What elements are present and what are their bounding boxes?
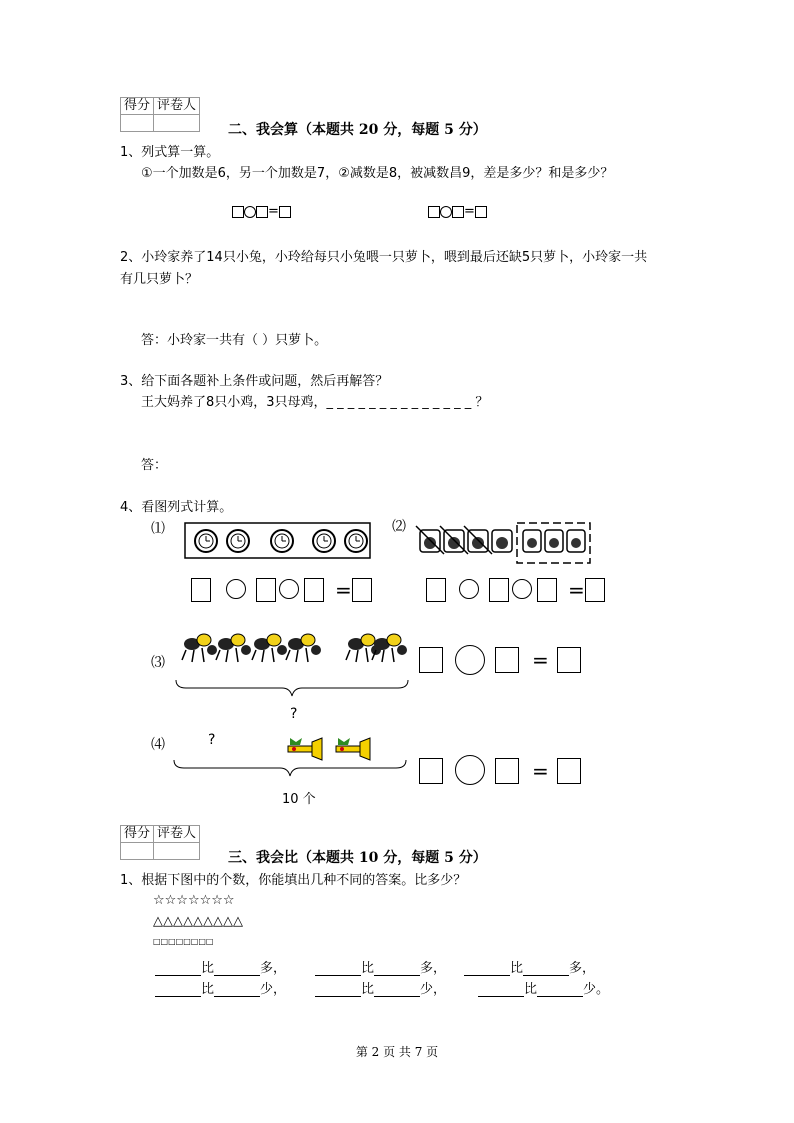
grader-label: 评卷人 bbox=[154, 98, 200, 115]
equals-sign: = bbox=[568, 578, 585, 602]
shao-text: 少， bbox=[260, 982, 287, 997]
compare-row-more bbox=[155, 957, 286, 976]
answer-box[interactable] bbox=[495, 758, 519, 784]
cup-icon bbox=[523, 530, 541, 552]
answer-box[interactable] bbox=[585, 578, 605, 602]
clocks-picture bbox=[184, 522, 372, 560]
ant-icon bbox=[252, 634, 287, 662]
fill-blank[interactable] bbox=[155, 982, 201, 997]
q2-line2: 有几只萝卜？ bbox=[120, 272, 199, 287]
fill-blank[interactable] bbox=[315, 961, 361, 976]
ant-icon bbox=[216, 634, 251, 662]
q4-title: 4、看图列式计算。 bbox=[120, 500, 233, 515]
answer-box[interactable] bbox=[428, 206, 440, 218]
answer-box[interactable] bbox=[419, 647, 443, 673]
answer-box[interactable] bbox=[352, 578, 372, 602]
clock-icon bbox=[313, 530, 335, 552]
equals-sign: = bbox=[532, 759, 549, 783]
operator-circle[interactable] bbox=[512, 579, 532, 599]
q4-label-3: ⑶ bbox=[151, 655, 165, 671]
score-cell bbox=[121, 843, 154, 860]
q2-answer: 答：小玲家一共有（ ）只萝卜。 bbox=[141, 333, 328, 348]
section3-title: 三、我会比（本题共 10 分，每题 5 分） bbox=[228, 850, 487, 866]
q4-label-4: ⑷ bbox=[151, 737, 165, 753]
compare-row-more bbox=[315, 957, 446, 976]
answer-box[interactable] bbox=[304, 578, 324, 602]
squares-row: □□□□□□□□ bbox=[153, 937, 214, 946]
clock-icon bbox=[345, 530, 367, 552]
compare-row-less bbox=[315, 978, 446, 997]
fill-blank[interactable] bbox=[315, 982, 361, 997]
triangles-row: △△△△△△△△△ bbox=[153, 914, 243, 929]
answer-box[interactable] bbox=[256, 578, 276, 602]
duo-text: 多， bbox=[420, 961, 447, 976]
answer-box[interactable] bbox=[232, 206, 244, 218]
ant-icon bbox=[372, 634, 407, 662]
fill-blank[interactable] bbox=[214, 982, 260, 997]
q4-label-1: ⑴ bbox=[151, 521, 165, 537]
cup-icon bbox=[492, 530, 512, 552]
trumpet-icon bbox=[288, 738, 322, 760]
grader-cell bbox=[154, 843, 200, 860]
operator-circle[interactable] bbox=[440, 206, 452, 218]
q4-total-label: 10 个 bbox=[282, 792, 316, 807]
score-label: 得分 bbox=[121, 826, 154, 843]
cup-icon bbox=[440, 526, 468, 554]
fill-blank[interactable] bbox=[478, 982, 524, 997]
page-number: 第 2 页 共 7 页 bbox=[355, 1045, 439, 1059]
q4-question-mark-3: ? bbox=[290, 706, 298, 722]
bi-text: 比 bbox=[201, 961, 215, 976]
answer-box[interactable] bbox=[495, 647, 519, 673]
operator-circle[interactable] bbox=[455, 645, 485, 675]
cups-picture bbox=[414, 518, 594, 566]
shao-text: 少， bbox=[420, 982, 447, 997]
answer-box[interactable] bbox=[489, 578, 509, 602]
duo-text: 多， bbox=[569, 961, 596, 976]
clock-icon bbox=[227, 530, 249, 552]
section2-title: 二、我会算（本题共 20 分，每题 5 分） bbox=[228, 122, 487, 138]
equals-sign: = bbox=[532, 648, 549, 672]
answer-box[interactable] bbox=[426, 578, 446, 602]
fill-blank[interactable] bbox=[155, 961, 201, 976]
q4-label-2: ⑵ bbox=[392, 519, 406, 535]
bi-text: 比 bbox=[361, 961, 375, 976]
equals-sign: = bbox=[268, 204, 279, 219]
stars-row: ☆☆☆☆☆☆☆ bbox=[153, 893, 235, 908]
cup-icon bbox=[545, 530, 563, 552]
s3-q1-title: 1、根据下图中的个数，你能填出几种不同的答案。比多少？ bbox=[120, 873, 467, 888]
answer-box[interactable] bbox=[279, 206, 291, 218]
trumpet-icon bbox=[336, 738, 370, 760]
equals-sign: = bbox=[335, 578, 352, 602]
fill-blank[interactable] bbox=[374, 961, 420, 976]
brace-4 bbox=[172, 758, 408, 778]
compare-row-less bbox=[155, 978, 286, 997]
answer-box[interactable] bbox=[557, 758, 581, 784]
answer-box[interactable] bbox=[452, 206, 464, 218]
q3-text: 王大妈养了8只小鸡，3只母鸡，_ _ _ _ _ _ _ _ _ _ _ _ _ _ ？ bbox=[141, 395, 489, 410]
answer-box[interactable] bbox=[419, 758, 443, 784]
answer-box[interactable] bbox=[191, 578, 211, 602]
operator-circle[interactable] bbox=[279, 579, 299, 599]
bi-text: 比 bbox=[201, 982, 215, 997]
answer-box[interactable] bbox=[475, 206, 487, 218]
q1-equation-1 bbox=[232, 204, 291, 219]
operator-circle[interactable] bbox=[455, 755, 485, 785]
q1-title: 1、列式算一算。 bbox=[120, 145, 220, 160]
score-label: 得分 bbox=[121, 98, 154, 115]
brace-3 bbox=[174, 678, 410, 698]
q1-text: ①一个加数是6，另一个加数是7，②减数是8，被减数昌9，差是多少？和是多少？ bbox=[141, 166, 614, 181]
compare-row-more bbox=[464, 957, 595, 976]
shao-text: 少。 bbox=[583, 982, 610, 997]
grader-cell bbox=[154, 115, 200, 132]
fill-blank[interactable] bbox=[523, 961, 569, 976]
operator-circle[interactable] bbox=[244, 206, 256, 218]
bi-text: 比 bbox=[510, 961, 524, 976]
score-table-section2 bbox=[120, 97, 200, 132]
equals-sign: = bbox=[464, 204, 475, 219]
fill-blank[interactable] bbox=[537, 982, 583, 997]
fill-blank[interactable] bbox=[214, 961, 260, 976]
q4-question-mark-4: ? bbox=[208, 732, 216, 748]
score-table-section3 bbox=[120, 825, 200, 860]
q3-answer: 答： bbox=[141, 458, 168, 473]
ant-icon bbox=[182, 634, 217, 662]
q1-equation-2 bbox=[428, 204, 487, 219]
compare-row-less bbox=[478, 978, 609, 997]
fill-blank[interactable] bbox=[374, 982, 420, 997]
clock-icon bbox=[271, 530, 293, 552]
answer-box[interactable] bbox=[537, 578, 557, 602]
answer-box[interactable] bbox=[256, 206, 268, 218]
fill-blank[interactable] bbox=[464, 961, 510, 976]
ant-icon bbox=[286, 634, 321, 662]
cup-icon bbox=[416, 526, 444, 554]
ants-picture bbox=[176, 624, 408, 668]
bi-text: 比 bbox=[361, 982, 375, 997]
bi-text: 比 bbox=[524, 982, 538, 997]
ant-icon bbox=[346, 634, 381, 662]
answer-box[interactable] bbox=[557, 647, 581, 673]
operator-circle[interactable] bbox=[226, 579, 246, 599]
q3-title: 3、给下面各题补上条件或问题，然后再解答？ bbox=[120, 374, 389, 389]
cup-icon bbox=[567, 530, 585, 552]
operator-circle[interactable] bbox=[459, 579, 479, 599]
clock-icon bbox=[195, 530, 217, 552]
grader-label: 评卷人 bbox=[154, 826, 200, 843]
cup-icon bbox=[464, 526, 492, 554]
q2-line1: 2、小玲家养了14只小兔，小玲给每只小兔喂一只萝卜，喂到最后还缺5只萝卜，小玲家一共 bbox=[120, 250, 648, 265]
score-cell bbox=[121, 115, 154, 132]
duo-text: 多， bbox=[260, 961, 287, 976]
